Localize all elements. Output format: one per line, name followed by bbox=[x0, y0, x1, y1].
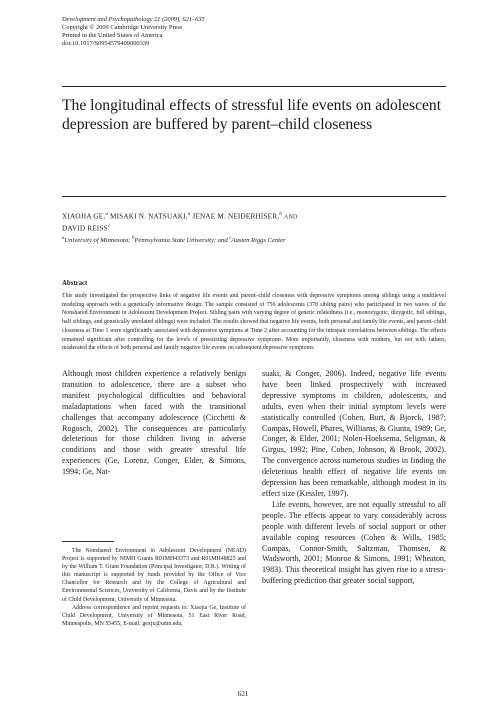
author-conjunction: AND bbox=[283, 214, 298, 221]
footnote-rule bbox=[62, 541, 114, 542]
body-paragraph: Life events, however, are not equally stressful to all people. The effects appear to vary considerably across people with different levels of social support or other available coping resources (Cohen & Wills, 1985; Compas, Connor-Smith, Saltzman, Thomsen, & Wadsworth, 2001; Monroe & Simons, 1991; Wheaton, 1983). This theoretical insight has given rise to a stress-buffering prediction that greater social support, bbox=[262, 499, 446, 586]
abstract-heading: Abstract bbox=[62, 280, 88, 287]
affiliation: Pennsylvania State University; and bbox=[134, 237, 228, 245]
title-top-rule bbox=[62, 86, 446, 87]
author-sup: b bbox=[279, 212, 282, 217]
footnote bbox=[62, 547, 246, 628]
affil-sup: c bbox=[229, 236, 232, 241]
page-number: 621 bbox=[237, 690, 249, 698]
copyright-line: Copyright © 2009 Cambridge University Press bbox=[62, 23, 183, 31]
affil-sup: a bbox=[62, 236, 65, 241]
right-column bbox=[262, 369, 446, 587]
affiliation: University of Minnesota; bbox=[64, 237, 131, 245]
title-bottom-rule bbox=[62, 196, 446, 197]
author-name: MISAKI N. NATSUAKI, bbox=[110, 212, 188, 221]
body-paragraph: Although most children experience a relatively benign transition to adolescence, there are a subset who manifest psychological difficulties and behavioral maladaptations when faced with the transitional challenges that accompany adolescence (Cicchetti & Rogosch, 2002). The consequences are particularly deleterious for those children living in adverse conditions and those with greater stressful life experiences (Ge, Lorenz, Conger, Elder, & Simons, 1994; Ge, Nat- bbox=[62, 369, 246, 477]
funding-note: The Nonshared Environment in Adolescent Development (NEAD) Project is supported by NIMH Grants R01MH43373 and R01MH48825 and by the William T. Grant Foundation (Principal Investigator, D.R.). Writing of this manuscript is supported by funds provided by the Office of Vice Chancellor for Research and by the College of Agricultural and Environmental Sciences, University of California, Davis and by the Institute of Child Development, University of Minnesota. bbox=[62, 548, 246, 603]
correspondence-note: Address correspondence and reprint requests to: Xiaojia Ge, Institute of Child Development, University of Minnesota, 51 East River Road, Minneapolis, MN 55455; E-mail: gexjx@umn.edu. bbox=[62, 604, 246, 627]
printed-line: Printed in the United States of America bbox=[62, 31, 163, 39]
affil-sup: b bbox=[132, 236, 135, 241]
author-sup: c bbox=[107, 224, 111, 230]
journal-header bbox=[62, 16, 442, 48]
author-list bbox=[62, 210, 446, 234]
author-sup: a bbox=[187, 212, 191, 217]
doi-line: doi:10.1017/S0954579409000339 bbox=[62, 39, 150, 47]
affiliations bbox=[62, 236, 446, 244]
author-name: DAVID REISS bbox=[62, 224, 108, 233]
author-name: XIAOJIA GE, bbox=[62, 212, 106, 221]
author-name: JENAE M. NEIDERHISER, bbox=[192, 212, 280, 221]
article-title: The longitudinal effects of stressful life events on adolescent depression are buffered by parent–child closeness bbox=[62, 97, 442, 133]
body-paragraph: suaki, & Conger, 2006). Indeed, negative life events have been linked prospectively with increased depressive symptoms in children, adolescents, and adults, even when their initial symptom levels were statistically controlled (Cohen, Burt, & Bjorck, 1987; Compas, Howell, Phares, Williams, & Giunta, 1989; Ge, Conger, & Elder, 2001; Nolen-Hoeksema, Seligman, & Girgus, 1992; Pine, Cohen, Johnson, & Brook, 2002). The convergence across numerous studies in finding the deleterious health effect of negative life events on depression has been remarkable, although modest in its effect size (Kessler, 1997). bbox=[262, 369, 446, 498]
journal-citation: Development and Psychopathology 21 (2009), 621–635 bbox=[62, 16, 205, 23]
author-sup: a bbox=[105, 212, 109, 217]
abstract-text: This study investigated the prospective links of negative life events and parent–child closeness with depressive symptoms among siblings using a multilevel modeling approach with a genetically informative design. The sample consisted of 756 adolescents (378 sibling pairs) who participated in two waves of the Nonshared Environment in Adolescent Development Project. Sibling pairs with varying degree of genetic relatedness (i.e., monozygotic, dizygotic, full siblings, half siblings, and genetically unrelated siblings) were included. The results showed that negative life events, both personal and family life events, and parent–child closeness at Time 1 were significantly associated with depressive symptoms at Time 2 after accounting for the intrapair correlations between siblings. The effects remained significant after controlling for the levels of preexisting depressive symptoms. More importantly, closeness with mothers, but not with fathers, moderated the effects of both personal and family negative life events on subsequent depressive symptoms. bbox=[62, 293, 446, 352]
left-column bbox=[62, 369, 246, 478]
affiliation: Austen Riggs Center bbox=[231, 237, 286, 245]
